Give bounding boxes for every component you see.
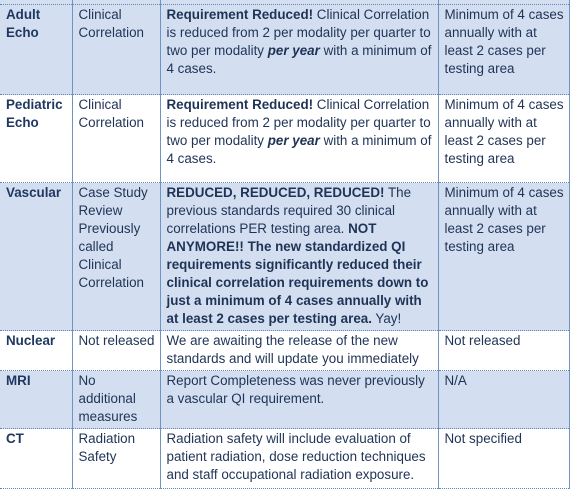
requirement-text: The previous standards required 30 clinical correlations PER testing area. xyxy=(166,185,412,236)
modality-cell: Pediatric Echo xyxy=(0,95,72,183)
measure-cell: Clinical Correlation xyxy=(72,95,160,183)
minimum-cell: N/A xyxy=(438,371,569,429)
requirement-text-end: Yay! xyxy=(371,311,402,326)
table-row-pediatric-echo xyxy=(0,95,569,183)
table-row-ct xyxy=(0,429,569,489)
requirement-highlight: REDUCED, REDUCED, REDUCED! xyxy=(166,185,385,200)
modality-cell: CT xyxy=(0,429,72,489)
requirement-text: Clinical Correlation is reduced from 2 per modality per quarter to two per modality xyxy=(166,7,431,58)
table-row-adult-echo xyxy=(0,5,569,95)
requirement-highlight: Requirement Reduced! xyxy=(166,7,314,22)
requirement-text-end: with a minimum of 4 cases. xyxy=(166,133,432,166)
measure-cell: Case Study Review Previously called Clinical Correlation xyxy=(72,183,160,331)
minimum-cell: Minimum of 4 cases annually with at least 2 cases per testing area xyxy=(438,95,569,183)
requirement-cell xyxy=(160,95,438,183)
requirement-emphasis: per year xyxy=(267,43,320,58)
measure-cell: No additional measures xyxy=(72,371,160,429)
requirement-cell: Radiation safety will include evaluation of patient radiation, dose reduction techniques and staff occupational radiation exposure. xyxy=(160,429,438,489)
measure-cell: Clinical Correlation xyxy=(72,5,160,95)
table-row-nuclear xyxy=(0,331,569,371)
minimum-cell: Not released xyxy=(438,331,569,371)
measure-cell: Radiation Safety xyxy=(72,429,160,489)
minimum-cell: Not specified xyxy=(438,429,569,489)
measure-cell: Not released xyxy=(72,331,160,371)
modality-cell: Adult Echo xyxy=(0,5,72,95)
requirement-text-end: with a minimum of 4 cases. xyxy=(166,43,432,76)
modality-cell: MRI xyxy=(0,371,72,429)
table-row-mri xyxy=(0,371,569,429)
requirement-highlight: Requirement Reduced! xyxy=(166,97,314,112)
requirement-emphasis: per year xyxy=(267,133,320,148)
requirement-cell: Report Completeness was never previously a vascular QI requirement. xyxy=(160,371,438,429)
modality-cell: Nuclear xyxy=(0,331,72,371)
table-row-vascular xyxy=(0,183,569,331)
requirement-emphasis: NOT ANYMORE!! The new standardized QI requirements significantly reduced their clinical correlation requirements down to just a minimum of 4 cases annually with at least 2 cases per testing area. xyxy=(166,221,429,326)
requirement-cell xyxy=(160,183,438,331)
requirement-cell xyxy=(160,5,438,95)
requirement-text: Clinical Correlation is reduced from 2 per modality per quarter to two per modality xyxy=(166,97,431,148)
minimum-cell: Minimum of 4 cases annually with at least 2 cases per testing area xyxy=(438,5,569,95)
requirement-cell: We are awaiting the release of the new standards and will update you immediately xyxy=(160,331,438,371)
modality-cell: Vascular xyxy=(0,183,72,331)
minimum-cell: Minimum of 4 cases annually with at least 2 cases per testing area xyxy=(438,183,569,331)
